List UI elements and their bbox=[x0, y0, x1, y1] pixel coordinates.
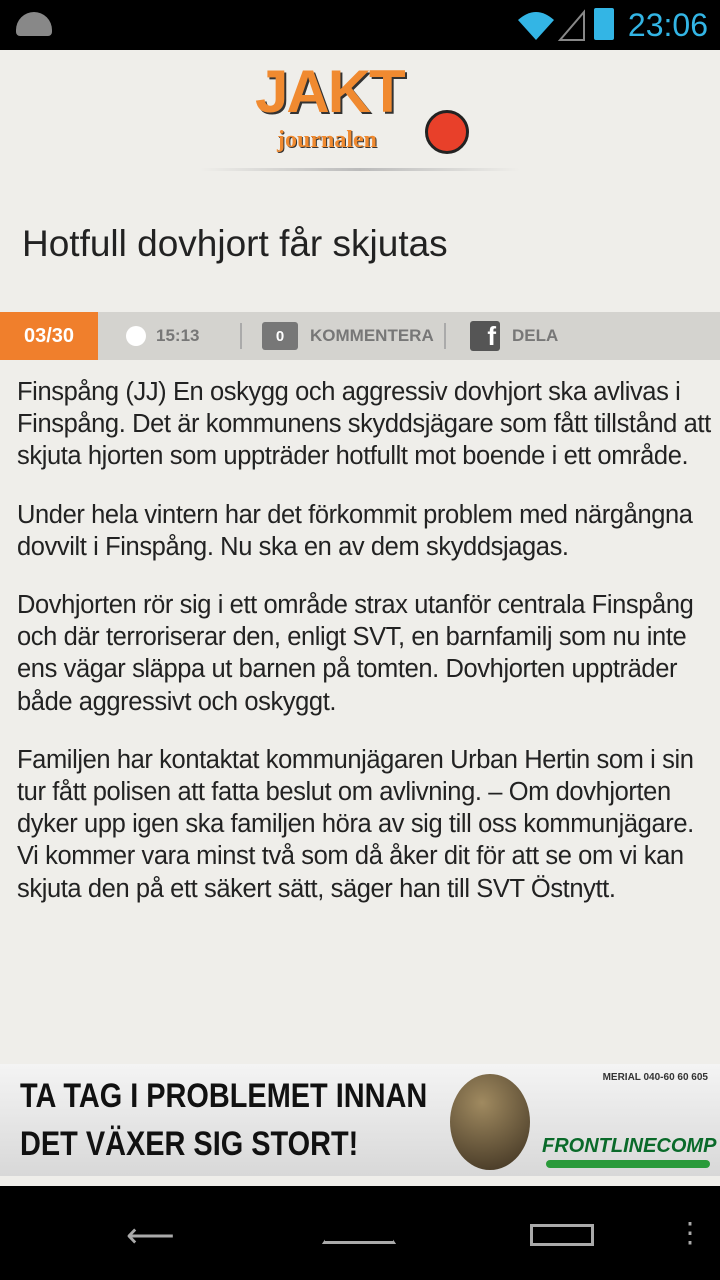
divider bbox=[444, 323, 446, 349]
comment-bubble-icon: 0 bbox=[262, 322, 298, 350]
article-meta-bar bbox=[0, 312, 720, 360]
deer-icon bbox=[425, 110, 469, 154]
paragraph: Finspång (JJ) En oskygg och aggressiv dovhjort ska avlivas i Finspång. Det är kommunens skyddsjägare som fått tillstånd att skjuta hjorten som uppträder hotfullt mot boende i ett område. bbox=[17, 378, 711, 471]
wifi-signal-icon bbox=[516, 8, 586, 42]
home-icon[interactable] bbox=[322, 1222, 396, 1244]
facebook-icon: f bbox=[470, 321, 500, 351]
ad-headline-2: DET VÄXER SIG STORT! bbox=[20, 1125, 359, 1163]
logo-sub: journalen bbox=[277, 127, 378, 153]
logo-main: JAKT bbox=[255, 58, 404, 125]
clock: 23:06 bbox=[627, 7, 708, 43]
comment-label: KOMMENTERA bbox=[310, 326, 434, 345]
recent-apps-icon[interactable] bbox=[530, 1224, 594, 1246]
status-bar bbox=[0, 0, 720, 50]
time-text: 15:13 bbox=[156, 326, 200, 345]
ad-merial: MERIAL 040-60 60 605 bbox=[602, 1072, 708, 1083]
paragraph: Dovhjorten rör sig i ett område strax utanför centrala Finspång och där terroriserar den, enligt SVT, en barnfamilj som nu inte ens vägar släppa ut barnen på tomten. Dovhjorten uppträder både aggressivt och oskyggt. bbox=[17, 591, 694, 716]
app-content bbox=[0, 50, 720, 1186]
paragraph: Under hela vintern har det förkommit problem med närgångna dovvilt i Finspång. Nu ska en av dem skyddsjagas. bbox=[17, 500, 693, 561]
article-position: 03/30 bbox=[0, 312, 98, 360]
ad-brand-logo: FRONTLINECOMP bbox=[542, 1135, 717, 1157]
share-button[interactable] bbox=[470, 312, 558, 360]
jaktjournalen-logo[interactable] bbox=[255, 58, 470, 158]
android-icon bbox=[16, 12, 52, 36]
article-header bbox=[0, 50, 720, 312]
ad-headline-1: TA TAG I PROBLEMET INNAN bbox=[20, 1077, 428, 1115]
divider bbox=[200, 168, 520, 171]
tick-image bbox=[450, 1074, 530, 1170]
divider bbox=[240, 323, 242, 349]
share-label: DELA bbox=[512, 326, 559, 345]
back-icon[interactable]: ⟵ bbox=[126, 1217, 175, 1255]
comment-button[interactable] bbox=[262, 312, 434, 360]
article-title: Hotfull dovhjort får skjutas bbox=[22, 223, 448, 264]
ad-brand-bar bbox=[546, 1160, 710, 1168]
ad-banner[interactable] bbox=[0, 1064, 720, 1176]
navigation-bar bbox=[0, 1186, 720, 1280]
paragraph: Familjen har kontaktat kommunjägaren Urban Hertin som i sin tur fått polisen att fatta beslut om avlivning. – Om dovhjorten dyker upp igen ska familjen höra av sig till oss kommunjägare. Vi kommer vara minst två som då åker dit för att se om vi kan skjuta den på ett säkert sätt, säger han till SVT Östnytt. bbox=[17, 745, 694, 903]
battery-icon bbox=[594, 8, 614, 40]
menu-icon[interactable]: ⋮ bbox=[676, 1217, 704, 1248]
clock-icon bbox=[126, 326, 146, 346]
publish-time bbox=[126, 312, 199, 360]
article-body bbox=[17, 376, 713, 931]
